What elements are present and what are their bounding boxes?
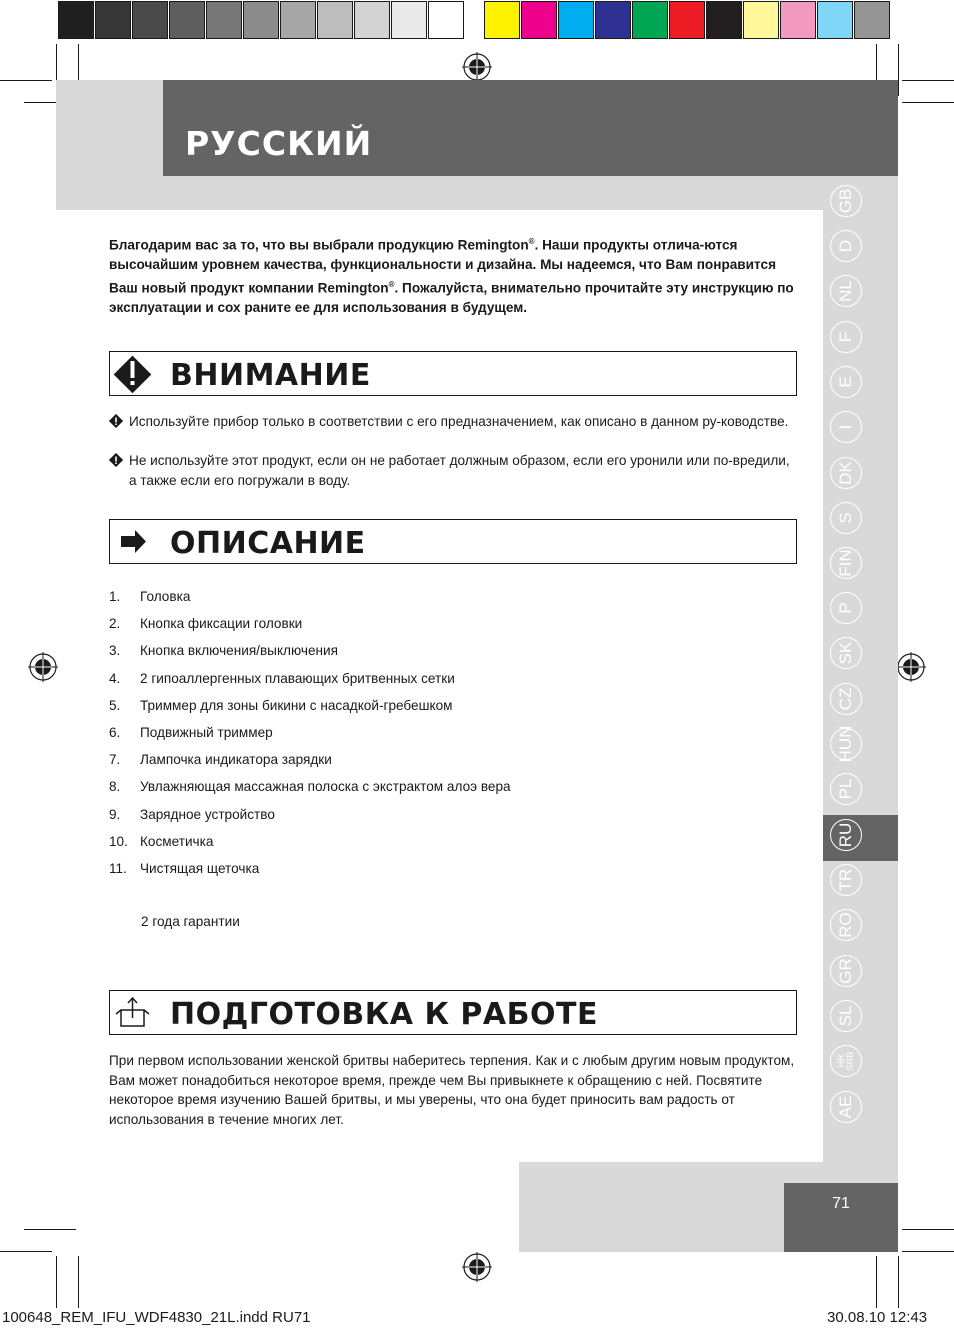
list-item-number: 2. <box>109 616 121 632</box>
title-bar <box>163 80 898 176</box>
preparation-section-header <box>109 990 797 1035</box>
language-tab-label: RO <box>836 912 855 938</box>
list-item-number: 8. <box>109 779 121 795</box>
warning-item: Не используйте этот продукт, если он не работает должным образом, если его уронили или по-вредили, а также если его погружали в воду. <box>109 451 799 490</box>
registration-mark-icon <box>462 52 492 82</box>
language-tab-f[interactable] <box>830 321 862 353</box>
language-tab-label: GR <box>836 958 855 984</box>
crop-mark <box>902 1229 954 1230</box>
language-tab-e[interactable] <box>830 366 862 398</box>
list-item-label: Чистящая щеточка <box>140 861 260 876</box>
description-section-header <box>109 519 797 564</box>
crop-mark <box>898 44 899 96</box>
language-tab-label: FIN <box>836 549 855 577</box>
crop-mark <box>876 1256 877 1308</box>
section-title-preparation: ПОДГОТОВКА К РАБОТЕ <box>170 997 598 1032</box>
color-swatch <box>521 1 557 39</box>
color-swatch <box>354 1 390 39</box>
language-tab-label: P <box>836 602 855 614</box>
color-swatch <box>58 1 94 39</box>
language-tab-label: GB <box>836 188 855 214</box>
list-item-number: 3. <box>109 643 121 659</box>
list-item-number: 5. <box>109 697 121 713</box>
color-swatch <box>854 1 890 39</box>
language-tab-label: TR <box>836 868 855 892</box>
language-tab-label: PL <box>836 778 855 800</box>
color-swatch <box>132 1 168 39</box>
language-tab-gr[interactable] <box>830 955 862 987</box>
language-tab-label: DK <box>836 461 855 485</box>
list-item-number: 9. <box>109 806 121 822</box>
language-tab-gb[interactable] <box>830 185 862 217</box>
color-swatch <box>95 1 131 39</box>
color-swatch <box>669 1 705 39</box>
section-title-warning: ВНИМАНИЕ <box>170 358 371 393</box>
language-tab-d[interactable] <box>830 230 862 262</box>
color-swatch <box>206 1 242 39</box>
unpack-box-icon <box>110 991 155 1034</box>
language-tab-label: HR SRB <box>836 1051 855 1071</box>
color-swatch <box>169 1 205 39</box>
crop-mark <box>24 1229 76 1230</box>
grayscale-calibration-bar <box>58 1 464 39</box>
language-tab-tr[interactable] <box>830 864 862 896</box>
language-tab-pl[interactable] <box>830 773 862 805</box>
page-number-box <box>784 1183 898 1252</box>
language-tab-s[interactable] <box>830 502 862 534</box>
language-tab-nl[interactable] <box>830 275 862 307</box>
list-item-number: 11. <box>109 861 127 876</box>
language-tab-label: NL <box>836 280 855 302</box>
page-title: РУССКИЙ <box>185 124 373 163</box>
warning-item: Используйте прибор только в соответствии с его предназначением, как описано в данном ру-ководстве. <box>109 412 799 432</box>
list-item-label: Триммер для зоны бикини с насадкой-гребешком <box>140 697 453 713</box>
language-tab-label: E <box>836 376 855 388</box>
arrow-right-icon <box>110 520 155 563</box>
list-item-label: Зарядное устройство <box>140 806 275 822</box>
crop-mark <box>902 80 954 81</box>
preparation-paragraph: При первом использовании женской бритвы наберитесь терпения. Как и с любым другим новым продуктом, Вам может понадобиться некоторое время, прежде чем Вы привыкнете к обращению с ней. Посвятите некоторое время изучению Вашей бритвы, и мы уверены, что она будет приносить вам радость от использования в течение многих лет. <box>109 1053 795 1127</box>
color-swatch <box>484 1 520 39</box>
language-tab-label: HUN <box>836 725 855 763</box>
list-item-label: Подвижный триммер <box>140 725 273 740</box>
crop-mark <box>56 1256 57 1308</box>
crop-mark <box>898 1256 899 1308</box>
warranty-text: 2 года гарантии <box>141 914 240 929</box>
crop-mark <box>78 1256 79 1308</box>
registration-mark-icon <box>28 652 58 682</box>
language-tab-dk[interactable] <box>830 457 862 489</box>
list-item-label: Лампочка индикатора зарядки <box>140 752 332 768</box>
color-swatch <box>780 1 816 39</box>
crop-mark <box>902 102 954 103</box>
color-swatch <box>558 1 594 39</box>
registration-mark-icon <box>462 1252 492 1282</box>
language-tab-ru[interactable] <box>830 819 862 851</box>
language-tab-p[interactable] <box>830 592 862 624</box>
list-item-label: Косметичка <box>140 833 214 849</box>
warning-icon <box>110 352 155 395</box>
language-tab-label: F <box>836 331 855 343</box>
list-item-label: Увлажняющая массажная полоска с экстрактом алоэ вера <box>140 779 511 795</box>
section-title-description: ОПИСАНИЕ <box>170 526 366 561</box>
language-tab-hun[interactable] <box>830 725 862 763</box>
color-swatch <box>317 1 353 39</box>
language-tab-label: CZ <box>836 687 855 711</box>
language-tab-i[interactable] <box>830 411 862 443</box>
list-item-number: 1. <box>109 589 121 604</box>
list-item-label: Головка <box>140 589 191 604</box>
color-swatch <box>595 1 631 39</box>
language-tab-label: SL <box>836 1005 855 1027</box>
color-swatch <box>391 1 427 39</box>
registration-mark-icon <box>896 652 926 682</box>
intro-paragraph: Благодарим вас за то, что вы выбрали продукцию Remington®. Наши продукты отлича-ются высочайшим уровнем качества, функциональности и дизайна. Мы надеемся, что Вам понравится Ваш новый продукт компании Remington®. Пожалуйста, внимательно прочитайте эту инструкцию по эксплуатации и сох раните ее для использования в будущем. <box>109 237 794 315</box>
language-tab-label: SK <box>836 641 855 665</box>
page-number: 71 <box>832 1195 850 1212</box>
color-calibration-bar <box>484 1 890 39</box>
list-item-number: 7. <box>109 752 121 768</box>
language-tab-cz[interactable] <box>830 683 862 715</box>
language-tab-ae[interactable] <box>830 1091 862 1123</box>
list-item-label: Кнопка фиксации головки <box>140 616 303 632</box>
color-swatch <box>743 1 779 39</box>
crop-mark <box>0 1251 52 1252</box>
color-swatch <box>428 1 464 39</box>
color-swatch <box>706 1 742 39</box>
language-tab-label: S <box>836 512 855 524</box>
language-tab-ro[interactable] <box>830 909 862 941</box>
language-tab-sl[interactable] <box>830 1000 862 1032</box>
language-tab-label: AE <box>836 1095 855 1119</box>
list-item-label: 2 гипоаллергенных плавающих бритвенных сетки <box>140 670 455 686</box>
crop-mark <box>902 1251 954 1252</box>
warning-bullet-icon <box>109 414 123 428</box>
list-item-number: 4. <box>109 670 121 686</box>
footer-timestamp: 30.08.10 12:43 <box>827 1309 928 1326</box>
language-tab-label: RU <box>836 822 855 848</box>
language-tab-hr-srb[interactable] <box>830 1045 862 1077</box>
language-tab-label: I <box>836 424 855 430</box>
color-swatch <box>817 1 853 39</box>
language-tab-sk[interactable] <box>830 637 862 669</box>
warning-bullet-icon <box>109 453 123 467</box>
footer-file-info: 100648_REM_IFU_WDF4830_21L.indd RU71 <box>2 1309 311 1326</box>
color-swatch <box>280 1 316 39</box>
language-tab-fin[interactable] <box>830 547 862 579</box>
color-swatch <box>632 1 668 39</box>
crop-mark <box>0 80 52 81</box>
color-swatch <box>243 1 279 39</box>
warning-section-header <box>109 351 797 396</box>
list-item-number: 10. <box>109 833 128 849</box>
list-item-number: 6. <box>109 725 121 740</box>
list-item-label: Кнопка включения/выключения <box>140 643 338 659</box>
language-tab-label: D <box>836 239 855 253</box>
